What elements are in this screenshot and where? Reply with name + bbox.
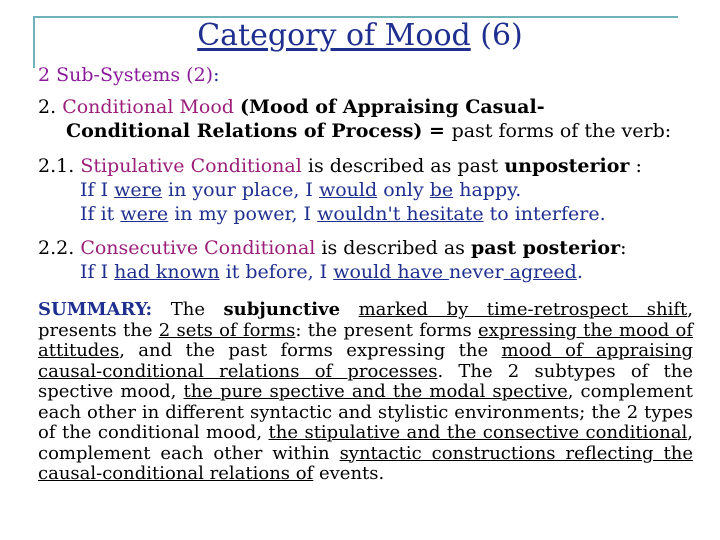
summary-text: : the present forms (295, 319, 478, 341)
section-2-1 (38, 154, 642, 226)
ex-text: never (449, 261, 504, 283)
ex-text: . (576, 261, 583, 283)
ex-underlined: were (120, 203, 169, 225)
section-2-2-number: 2.2. (38, 237, 75, 259)
section-2-1-term: unposterior (504, 155, 630, 177)
summary-bold: subjunctive (223, 299, 341, 320)
summary-text: , presents the (38, 299, 693, 341)
summary-label: SUMMARY: (38, 299, 153, 320)
summary-text: , complement each other within (38, 422, 693, 464)
ex-text: in my power, I (168, 203, 318, 225)
example-2-2-a (38, 260, 627, 284)
section-2-2-mid: is described as (315, 237, 471, 259)
ex-underlined: would (318, 179, 378, 201)
summary-underlined: 2 sets of forms (158, 319, 296, 341)
ex-underlined: had known (114, 261, 220, 283)
ex-text: happy. (453, 179, 522, 201)
section-2-name: Conditional Mood (62, 96, 234, 118)
section-2-2 (38, 236, 627, 284)
section-2-1-end: : (629, 155, 642, 177)
summary-underlined: the pure spective and the modal spective (183, 381, 568, 402)
summary-text: , and the past forms expressing the (119, 340, 502, 361)
section-2 (38, 95, 671, 143)
section-2-2-end: : (620, 237, 627, 259)
section-2-2-head (38, 236, 627, 260)
section-2-1-head (38, 154, 642, 178)
section-2-1-mid: is described as past (301, 155, 505, 177)
section-2-paren2: Conditional Relations of Process) (66, 120, 423, 142)
subsystems-line (38, 63, 219, 87)
summary-text (340, 299, 359, 320)
summary-text: The (152, 299, 224, 320)
example-2-1-a (38, 178, 642, 202)
section-2-line2 (38, 119, 671, 143)
section-2-1-number: 2.1. (38, 155, 75, 177)
section-2-paren1: (Mood of Appraising Casual- (240, 96, 545, 118)
title-main: Category of Mood (197, 18, 471, 53)
section-2-number: 2. (38, 96, 57, 118)
ex-text: to interfere. (483, 203, 606, 225)
summary-underlined: the stipulative and the consective conditional (268, 422, 688, 443)
summary-underlined: expressing the mood of attitudes (38, 319, 693, 361)
subsystems-colon: : (213, 64, 220, 86)
ex-text: If it (80, 203, 121, 225)
section-2-2-term: past posterior (470, 237, 621, 259)
summary-underlined: mood of appraising causal-conditional relations of processes (38, 340, 694, 382)
ex-text: only (377, 179, 430, 201)
ex-underlined: be (429, 179, 454, 201)
section-2-equals: = (422, 120, 452, 142)
summary-text: , complement each other in different syntactic and stylistic environments; the 2 types of the conditional mood, (38, 381, 694, 443)
ex-text: it before, I (219, 261, 334, 283)
ex-underlined: wouldn't hesitate (317, 203, 484, 225)
section-2-line1 (38, 95, 671, 119)
summary-text: . The 2 subtypes of the spective mood, (38, 360, 693, 402)
slide-title (0, 17, 720, 55)
ex-underlined: agreed (503, 261, 577, 283)
summary-paragraph (38, 300, 693, 485)
ex-underlined: would have (333, 261, 450, 283)
ex-text: If I (80, 261, 115, 283)
summary-text: events. (313, 463, 385, 484)
summary-underlined: syntactic constructions reflecting the causal-conditional relations of (38, 442, 694, 484)
title-count: (6) (480, 18, 523, 53)
section-2-1-name: Stipulative Conditional (80, 155, 302, 177)
section-2-2-name: Consecutive Conditional (80, 237, 316, 259)
ex-text: in your place, I (161, 179, 319, 201)
subsystems-label: 2 Sub-Systems (2) (38, 64, 214, 86)
ex-underlined: were (114, 179, 162, 201)
example-2-1-b (38, 202, 642, 226)
ex-text: If I (80, 179, 115, 201)
summary-underlined: marked by time-retrospect shift (358, 299, 688, 320)
section-2-desc: past forms of the verb: (451, 120, 672, 142)
